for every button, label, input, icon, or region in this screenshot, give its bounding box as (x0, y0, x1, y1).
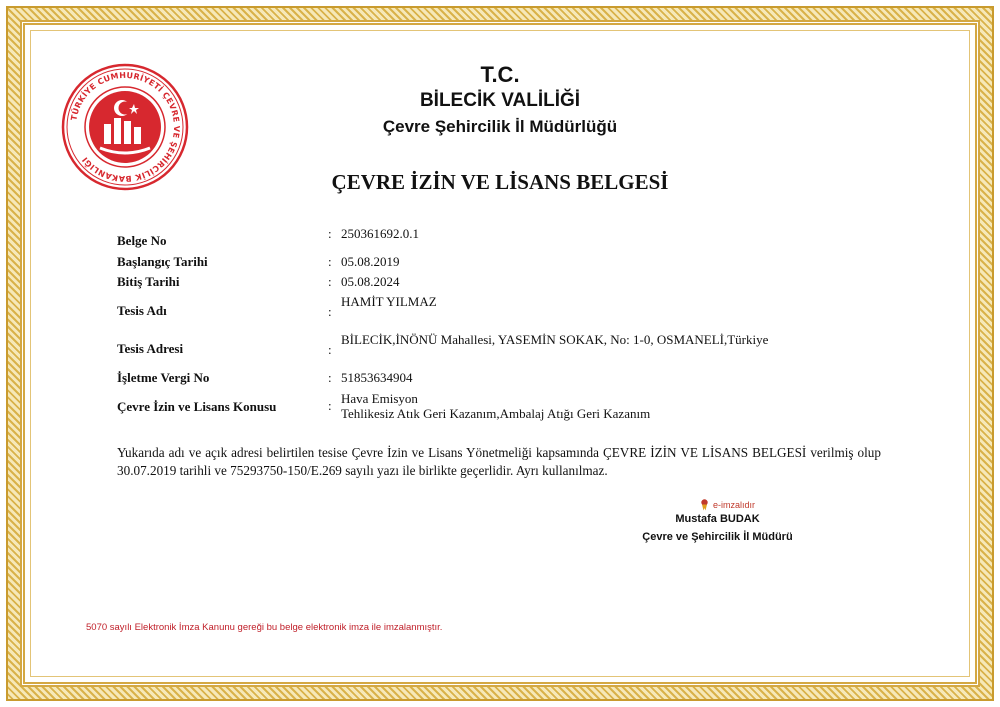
belge-no-value: 250361692.0.1 (341, 226, 419, 241)
ribbon-icon (700, 499, 709, 511)
header-mudurluk: Çevre Şehircilik İl Müdürlüğü (382, 117, 618, 136)
signer-name: Mustafa BUDAK (675, 513, 760, 525)
validity-paragraph: Yukarıda adı ve açık adresi belirtilen tesise Çevre İzin ve Lisans Yönetmeliği kapsamında ÇEVRE İZİN VE LİSANS BELGESİ verilmiş olup 30.07.2019 tarihli ve 75293750-150/E.269 sayılı yazı ile birlikte geçerlidir. Ayrı kullanılmaz. (117, 445, 881, 478)
belge-no-colon: : (328, 226, 332, 241)
bitis-colon: : (328, 274, 332, 289)
tesis-adresi-value: BİLECİK,İNÖNÜ Mahallesi, YASEMİN SOKAK, No: 1-0, OSMANELİ,Türkiye (341, 332, 769, 347)
tesis-adi-colon: : (328, 304, 332, 319)
header-tc: T.C. (480, 62, 520, 87)
baslangic-value: 05.08.2019 (341, 254, 400, 269)
esign-law-footer: 5070 sayılı Elektronik İmza Kanunu gereği bu belge elektronik imza ile imzalanmıştır. (86, 622, 443, 633)
ministry-seal-icon (60, 62, 190, 192)
konu-label: Çevre İzin ve Lisans Konusu (117, 399, 277, 414)
document-title: ÇEVRE İZİN VE LİSANS BELGESİ (331, 170, 669, 194)
bitis-value: 05.08.2024 (341, 274, 400, 289)
bitis-label: Bitiş Tarihi (117, 274, 180, 289)
esign-badge (700, 499, 755, 511)
esign-label: e-imzalıdır (713, 500, 756, 510)
vergi-no-label: İşletme Vergi No (117, 370, 210, 385)
konu-colon: : (328, 398, 332, 413)
konu-value-line1: Hava Emisyon (341, 391, 418, 406)
tesis-adresi-colon: : (328, 342, 332, 357)
tesis-adi-value: HAMİT YILMAZ (341, 294, 437, 309)
tesis-adi-label: Tesis Adı (117, 303, 167, 318)
signer-title: Çevre ve Şehircilik İl Müdürü (642, 531, 793, 543)
belge-no-label: Belge No (117, 233, 167, 248)
vergi-no-colon: : (328, 370, 332, 385)
baslangic-colon: : (328, 254, 332, 269)
tesis-adresi-label: Tesis Adresi (117, 341, 184, 356)
vergi-no-value: 51853634904 (341, 370, 413, 385)
header-valilik: BİLECİK VALİLİĞİ (419, 90, 581, 111)
baslangic-label: Başlangıç Tarihi (117, 254, 208, 269)
konu-value-line2: Tehlikesiz Atık Geri Kazanım,Ambalaj Atığı Geri Kazanım (341, 406, 651, 421)
svg-text:TÜRKİYE CUMHURİYETİ ÇEVRE VE Ş: TÜRKİYE CUMHURİYETİ ÇEVRE VE ŞEHİRCİLİK BAKANLIĞI (69, 70, 182, 184)
